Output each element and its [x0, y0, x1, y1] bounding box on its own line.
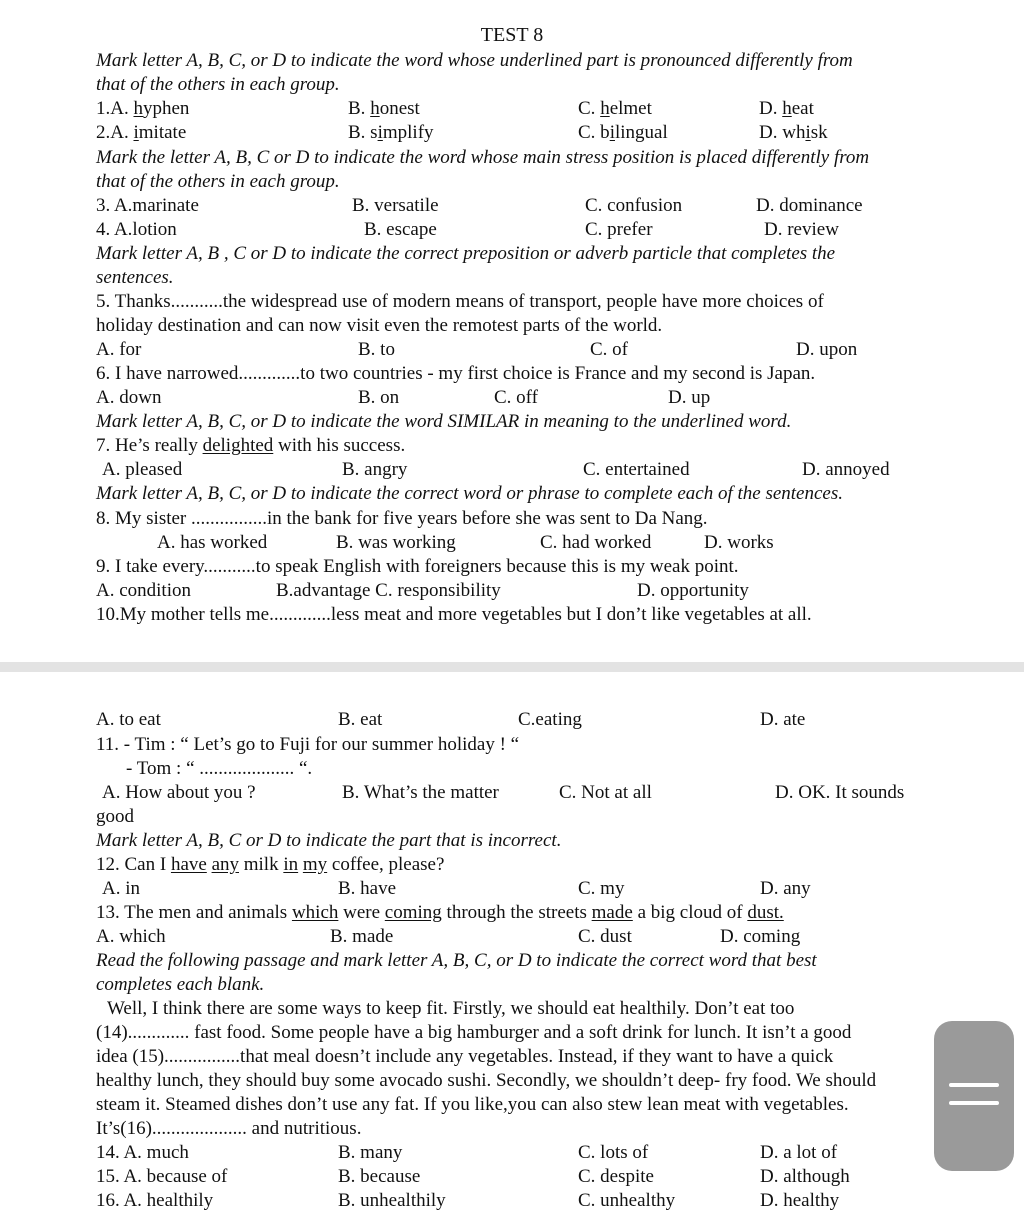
- grip-line-icon: [949, 1083, 999, 1087]
- q7-option-c: C. entertained: [583, 459, 690, 480]
- q9-stem: 9. I take every...........to speak English with foreigners because this is my weak point.: [96, 556, 739, 577]
- q8-stem: 8. My sister ................in the bank for five years before she was sent to Da Nang.: [96, 508, 708, 529]
- passage-line: Well, I think there are some ways to keep fit. Firstly, we should eat healthily. Don’t eat too: [107, 998, 795, 1019]
- instruction-stress-cont: that of the others in each group.: [96, 171, 340, 192]
- q13-option-c: C. dust: [578, 926, 632, 947]
- q10-option-b: B. eat: [338, 709, 383, 730]
- q2-option-b: B. simplify: [348, 122, 434, 143]
- q12-stem: 12. Can I have any milk in my coffee, please?: [96, 854, 445, 875]
- q16-option-c: C. unhealthy: [578, 1190, 676, 1211]
- q5-option-b: B. to: [358, 339, 395, 360]
- q9-option-d: D. opportunity: [637, 580, 749, 601]
- q9-option-a: A. condition: [96, 580, 191, 601]
- q3-option-d: D. dominance: [756, 195, 863, 216]
- passage-line: (14)............. fast food. Some people have a big hamburger and a soft drink for lunch. It isn’t a good: [96, 1022, 852, 1043]
- q5-option-d: D. upon: [796, 339, 858, 360]
- q13-option-a: A. which: [96, 926, 166, 947]
- q5-stem: 5. Thanks...........the widespread use of modern means of transport, people have more choices of: [96, 291, 824, 312]
- q7-stem: 7. He’s really delighted with his success.: [96, 435, 406, 456]
- q6-option-c: C. off: [494, 387, 538, 408]
- q11-stem-tom: - Tom : “ .................... “.: [126, 758, 313, 779]
- q13-option-d: D. coming: [720, 926, 801, 947]
- passage-line: steam it. Steamed dishes don’t use any fat. If you like,you can also stew lean meat with vegetables.: [96, 1094, 849, 1115]
- instruction-complete: Mark letter A, B, C, or D to indicate the correct word or phrase to complete each of the sentences.: [96, 483, 844, 504]
- instruction-stress: Mark the letter A, B, C or D to indicate the word whose main stress position is placed differently from: [96, 147, 870, 168]
- passage-line: idea (15)................that meal doesn’t include any vegetables. Instead, if they want to have a quick: [96, 1046, 834, 1067]
- q14-option-d: D. a lot of: [760, 1142, 838, 1163]
- q8-option-c: C. had worked: [540, 532, 652, 553]
- q15-option-c: C. despite: [578, 1166, 654, 1187]
- instruction-pronunciation: Mark letter A, B, C, or D to indicate the word whose underlined part is pronounced differently from: [96, 50, 853, 71]
- q12-option-d: D. any: [760, 878, 811, 899]
- q3-option-c: C. confusion: [585, 195, 683, 216]
- q14-option-a: 14. A. much: [96, 1142, 189, 1163]
- q5-option-c: C. of: [590, 339, 628, 360]
- q11-stem-tim: 11. - Tim : “ Let’s go to Fuji for our summer holiday ! “: [96, 734, 520, 755]
- q15-option-a: 15. A. because of: [96, 1166, 228, 1187]
- q13-option-b: B. made: [330, 926, 394, 947]
- instruction-passage: Read the following passage and mark letter A, B, C, or D to indicate the correct word that best: [96, 950, 817, 971]
- q10-option-a: A. to eat: [96, 709, 161, 730]
- q16-option-b: B. unhealthily: [338, 1190, 446, 1211]
- q7-option-a: A. pleased: [102, 459, 183, 480]
- q1-option-a: 1.A. hyphen: [96, 98, 190, 119]
- instruction-passage-cont: completes each blank.: [96, 974, 265, 995]
- q8-option-b: B. was working: [336, 532, 456, 553]
- q11-option-a: A. How about you ?: [102, 782, 256, 803]
- q5-stem-cont: holiday destination and can now visit even the remotest parts of the world.: [96, 315, 663, 336]
- q6-stem: 6. I have narrowed.............to two countries - my first choice is France and my second is Japan.: [96, 363, 816, 384]
- q8-option-a: A. has worked: [157, 532, 268, 553]
- q15-option-d: D. although: [760, 1166, 850, 1187]
- q2-option-a: 2.A. imitate: [96, 122, 187, 143]
- q7-option-b: B. angry: [342, 459, 408, 480]
- instruction-similar: Mark letter A, B, C, or D to indicate the word SIMILAR in meaning to the underlined word.: [96, 411, 792, 432]
- q10-stem: 10.My mother tells me.............less meat and more vegetables but I don’t like vegetables at all.: [96, 604, 812, 625]
- q1-option-c: C. helmet: [578, 98, 652, 119]
- passage-line: It’s(16).................... and nutritious.: [96, 1118, 362, 1139]
- q11-option-b: B. What’s the matter: [342, 782, 499, 803]
- q6-option-b: B. on: [358, 387, 400, 408]
- page-title: TEST 8: [480, 24, 544, 46]
- q16-option-d: D. healthy: [760, 1190, 840, 1211]
- q15-option-b: B. because: [338, 1166, 421, 1187]
- q11-option-d: D. OK. It sounds: [775, 782, 905, 803]
- q4-option-b: B. escape: [364, 219, 437, 240]
- q3-option-b: B. versatile: [352, 195, 439, 216]
- page-break-divider: [0, 662, 1024, 672]
- q6-option-a: A. down: [96, 387, 162, 408]
- q4-option-a: 4. A.lotion: [96, 219, 177, 240]
- q14-option-c: C. lots of: [578, 1142, 649, 1163]
- q5-option-a: A. for: [96, 339, 142, 360]
- q7-option-d: D. annoyed: [802, 459, 890, 480]
- scroll-handle[interactable]: [934, 1021, 1014, 1171]
- q13-stem: 13. The men and animals which were coming through the streets made a big cloud of dust.: [96, 902, 784, 923]
- q8-option-d: D. works: [704, 532, 774, 553]
- q11-option-d-cont: good: [96, 806, 134, 827]
- q12-option-b: B. have: [338, 878, 397, 899]
- instruction-incorrect: Mark letter A, B, C or D to indicate the part that is incorrect.: [96, 830, 562, 851]
- instruction-preposition-cont: sentences.: [96, 267, 174, 288]
- q2-option-d: D. whisk: [759, 122, 828, 143]
- q12-option-c: C. my: [578, 878, 625, 899]
- q11-option-c: C. Not at all: [559, 782, 652, 803]
- q14-option-b: B. many: [338, 1142, 403, 1163]
- q4-option-d: D. review: [764, 219, 839, 240]
- q2-option-c: C. bilingual: [578, 122, 668, 143]
- q16-option-a: 16. A. healthily: [96, 1190, 214, 1211]
- passage-line: healthy lunch, they should buy some avocado sushi. Secondly, we shouldn’t deep- fry food. We should: [96, 1070, 877, 1091]
- q4-option-c: C. prefer: [585, 219, 653, 240]
- q10-option-c: C.eating: [518, 709, 582, 730]
- q12-option-a: A. in: [102, 878, 140, 899]
- q6-option-d: D. up: [668, 387, 711, 408]
- q9-option-bc: B.advantage C. responsibility: [276, 580, 501, 601]
- q1-option-d: D. heat: [759, 98, 814, 119]
- q10-option-d: D. ate: [760, 709, 806, 730]
- grip-line-icon: [949, 1101, 999, 1105]
- q3-option-a: 3. A.marinate: [96, 195, 199, 216]
- q1-option-b: B. honest: [348, 98, 420, 119]
- instruction-preposition: Mark letter A, B , C or D to indicate the correct preposition or adverb particle that completes the: [96, 243, 836, 264]
- instruction-pronunciation-cont: that of the others in each group.: [96, 74, 340, 95]
